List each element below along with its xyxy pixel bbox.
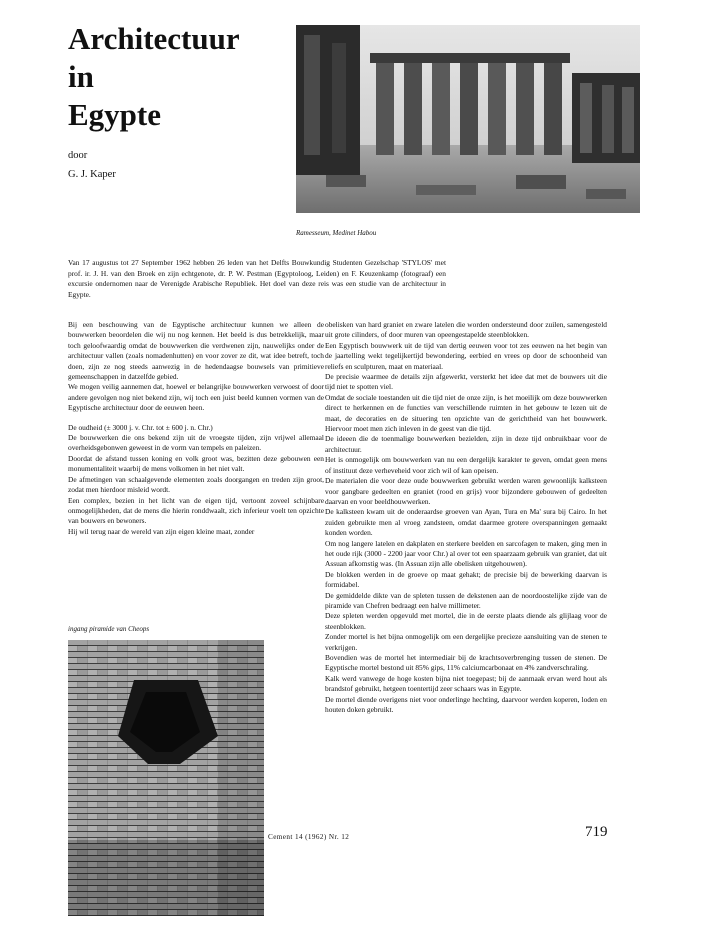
bottom-photo-caption: ingang piramide van Cheops [68,625,150,633]
right-paragraph: Een Egyptisch bouwwerk uit de tijd van dertig eeuwen voor tot zes eeuwen na het begin van de jaartelling wekt tegelijkertijd bewondering, eerbied en vrees op door de schoonheid van reliefs en sculpturen, maat en materiaal. [325,340,607,371]
left-paragraph-4: De bouwwerken die ons bekend zijn uit de vroegste tijden, zijn vrijwel allemaal overheidsgebonwen geweest in de vorm van tempels en paleizen. [68,433,324,453]
byline [68,146,116,184]
right-paragraph: Deze spleten werden opgevuld met mortel, die in de eerste plaats diende als glijlaag voor de steenblokken. [325,611,607,631]
right-paragraph: Kalk werd vanwege de hoge kosten bijna niet toegepast; bij de aanmaak ervan werd hout als brandstof gebruikt, hetgeen toentertijd zeer schaars was in Egypte. [325,673,607,694]
left-section-heading: De oudheid (± 3000 j. v. Chr. tot ± 600 j. n. Chr.) [68,422,213,432]
right-paragraph: Het is onmogelijk om bouwwerken van nu een dergelijk karakter te geven, omdat geen mens of instituut deze verheveheid voor zich wil of kan opeisen. [325,455,607,475]
right-paragraph: Om nog langere latelen en dakplaten en sterkere beelden en sarcofagen te maken, ging men in het oude rijk (3000 - 2200 jaar voor Chr.) al over tot een spaarzaam gebruik van graniet, dat uit Assuan afkomstig was. (In Assuan zijn alle obelisken uitgehouwen). [325,538,607,569]
intro-paragraph: Van 17 augustus tot 27 September 1962 hebben 26 leden van het Delfts Bouwkundig Studenten Gezelschap 'STYLOS' met prof. ir. J. H. van den Broek en zijn echtgenote, dr. P. W. Pestman (Egyptoloog, Leiden) en F. Keuzenkamp (fotograaf) een excursie ondernomen naar de Verenigde Arabische Republiek. Het doel van deze reis was een studie van de architectuur in Egypte. [68,258,446,299]
right-paragraph: De gemiddelde dikte van de spleten tussen de dekstenen aan de noordoostelijke zijde van de piramide van Chefren bedraagt een halve millimeter. [325,590,607,610]
right-paragraph: De materialen die voor deze oude bouwwerken gebruikt werden waren gewoonlijk kalksteen voor gangbare gedeelten en graniet (rood en grijs) voor bijzondere gebouwen of gedeelten daarvan en voor beeldhouwwerken. [325,476,607,506]
title-line-1: Architectuur [68,21,240,56]
right-paragraph: De ideeen die de toenmalige bouwwerken bezielden, zijn in deze tijd onbruikbaar voor de architectuur. [325,434,607,454]
title-line-2: in [68,59,94,94]
top-photo-caption: Ramesseum, Medinet Habou [296,229,377,237]
left-paragraph-7: Een complex, bezien in het licht van de eigen tijd, vertoont zoveel schijnbare onmogelijkheden, dat de mens die hierin ronddwaalt, zich inferieur voelt ten opzichte van bouwers en bewoners. [68,495,324,526]
left-paragraph-6: De afmetingen van schaalgevende elementen zoals doorgangen en treden zijn groot, zodat men hierdoor misleid wordt. [68,474,324,495]
byline-prefix: door [68,150,88,161]
right-paragraph: De precisie waarmee de details zijn afgewerkt, versterkt het idee dat met de bouwers uit die tijd niet te spotten viel. [325,372,607,392]
right-paragraph: Omdat de sociale toestanden uit die tijd niet de onze zijn, is het moeilijk om deze bouwwerken direct te herkennen en de functies van verschillende ruimten in het gebouw te lezen uit de maat, de decoraties en de situering ten opzichte van de gerichtheid van het bouwwerk. Hiervoor moet men zich inleven in de geest van die tijd. [325,392,607,434]
article-title [68,20,240,134]
right-column [325,320,607,715]
left-paragraph-8: Hij wil terug naar de wereld van zijn eigen kleine maat, zonder [68,526,255,536]
left-paragraph-2: We mogen veilig aannemen dat, hoewel er belangrijke bouwwerken verwoest of door andere gevolgen nog niet bekend zijn, wij toch een juist beeld kunnen vormen van de Egyptische architectuur door de eeuwen heen. [68,382,324,413]
author-name: G. J. Kaper [68,169,116,180]
right-paragraph: De kalksteen kwam uit de onderaardse groeven van Ayan, Tura en Ma' sura bij Cairo. In het zuiden gebruikte men al vroeg zandsteen, omdat daarmee grotere overspanningen gemaakt konden worden. [325,507,607,538]
right-paragraph: De mortel diende overigens niet voor onderlinge hechting, daarvoor werden koperen, loden en houten doken gebruikt. [325,694,607,715]
right-paragraph: Zonder mortel is het bijna onmogelijk om een dergelijke precieze aansluiting van de stenen te verkrijgen. [325,632,607,652]
temple-columns-illustration [296,25,640,213]
right-paragraph: De blokken werden in de groeve op maat gehakt; de precisie bij de bewerking daarvan is formidabel. [325,569,607,590]
left-paragraph-1: Bij een beschouwing van de Egyptische architectuur kunnen we alleen de bouwwerken beoordelen die wij nu nog kennen. Het beeld is dus betrekkelijk, maar toch geloofwaardig omdat de bouwwerken die verdwenen zijn, nauwelijks onder de architectuur vallen (zoals nomadenhutten) en voor zover ze dit, wat idee betreft, toch doen, zijn ze nog steeds aanwezig in de hedendaagse bouwsels van primitieve gemeenschappen in datzelfde gebied. [68,320,324,382]
page-number: 719 [585,824,608,840]
temple-columns-photo [296,25,640,213]
right-paragraph: obelisken van hard graniet en zware latelen die worden ondersteund door zuilen, samengesteld uit grote cilinders, of door muren van opeengestapelde steenblokken. [325,320,607,340]
title-line-3: Egypte [68,97,161,132]
left-paragraph-5: Doordat de afstand tussen koning en volk groot was, bezitten deze gebouwen een monumentaliteit waarbij de mens volkomen in het niet valt. [68,453,324,474]
pyramid-entrance-illustration [68,640,264,916]
pyramid-entrance-photo [68,640,264,916]
right-paragraph: Bovendien was de mortel het intermediair bij de krachtsoverbrenging tussen de stenen. De Egyptische mortel bestond uit 85% gips, 11% calciumcarbonaat en 4% zandverschraling. [325,653,607,673]
left-column [68,320,324,537]
journal-reference: Cement 14 (1962) Nr. 12 [268,833,350,841]
